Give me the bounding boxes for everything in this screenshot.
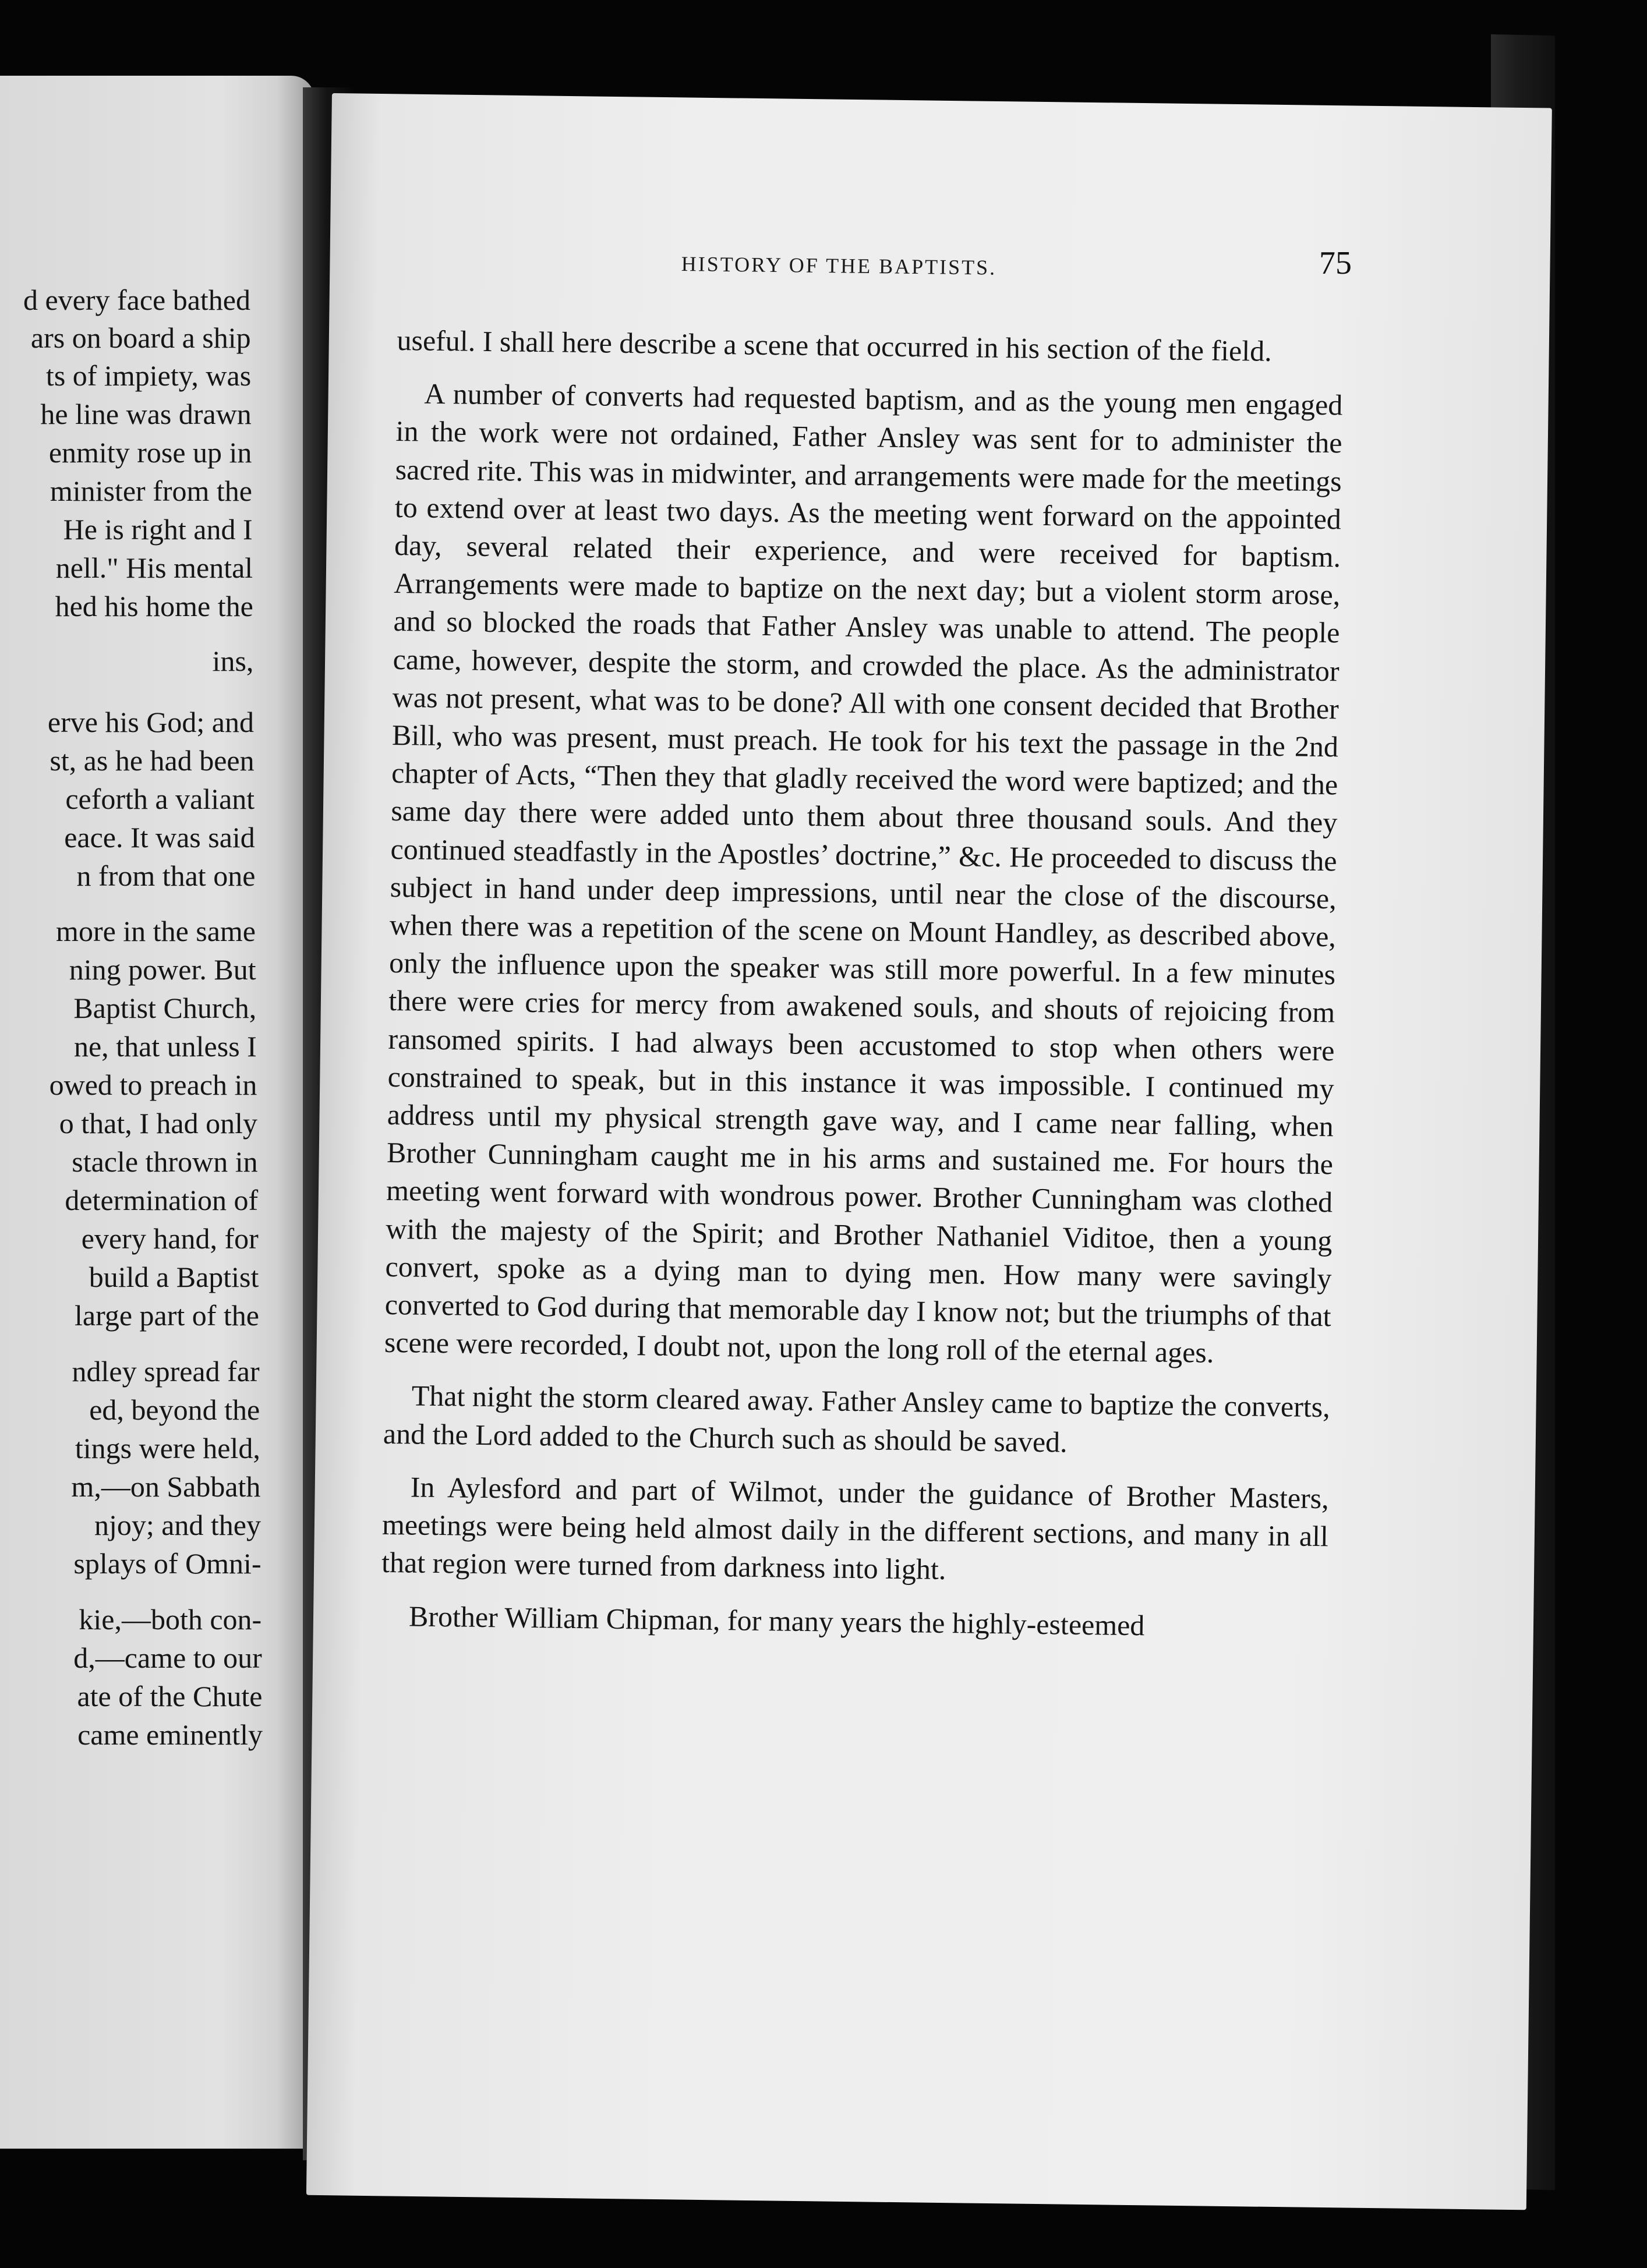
paragraph-4: In Aylesford and part of Wilmot, under the guidance of Brother Masters, meetings were being held almost daily in the different sections, and many in all that region were turned from darkness into light. xyxy=(381,1470,1330,1586)
left-page-line: eace. It was said xyxy=(64,821,255,854)
left-page-line: hed his home the xyxy=(55,590,253,622)
left-page-line: ceforth a valiant xyxy=(65,783,255,815)
running-head: HISTORY OF THE BAPTISTS. xyxy=(681,252,997,279)
left-page-line: ed, beyond the xyxy=(89,1393,260,1426)
left-page-line: stacle thrown in xyxy=(72,1145,258,1178)
page-number: 75 xyxy=(1319,245,1352,281)
left-page-line: st, as he had been xyxy=(50,744,255,777)
left-page-line: every hand, for xyxy=(81,1222,259,1255)
left-page-line: splays of Omni- xyxy=(73,1547,261,1580)
left-page-line: minister from the xyxy=(50,475,252,507)
left-page-line: he line was drawn xyxy=(40,398,252,430)
left-page-line: large part of the xyxy=(75,1299,259,1332)
paragraph-2: A number of converts had requested baptism, and as the young men engaged in the work were not ordained, Father Ansley was sent for to administer the sacred rite. This was in midwinter, and arrangements were made for the meetings to extend over at least two days. As the meeting went forward on the appointed day, several related their experience, and were received for baptism. Arrangements were made to baptize on the next day; but a violent storm arose, and so blocked the roads that Father Ansley was unable to attend. The people came, however, despite the storm, and crowded the place. As the administrator was not present, what was to be done? All with one consent decided that Brother Bill, who was present, must preach. He took for his text the passage in the 2nd chapter of Acts, “Then they that gladly received the word were baptized; and the same day there were added unto them about three thousand souls. And they continued steadfastly in the Apostles’ doctrine,” &c. He proceeded to discuss the subject in hand under deep impressions, until near the close of the discourse, when there was a repetition of the scene on Mount Handley, as described above, only the influence upon the speaker was still more powerful. In a few minutes there were cries for mercy from awakened souls, and shouts of rejoicing from ransomed spirits. I had always been accustomed to stop when others were constrained to speak, but in this instance it was impossible. I continued my address until my physical strength gave way, and I came near falling, when Brother Cunningham caught me in his arms and sustained me. For hours the meeting went forward with wondrous power. Brother Cunningham was clothed with the majesty of the Spirit; and Brother Nathaniel Viditoe, then a young convert, spoke as a dying man to dying men. How many were savingly converted to God during that memorable day I know not; but the triumphs of that scene were recorded, I doubt not, upon the long roll of the eternal ages. xyxy=(384,377,1343,1370)
left-page-line: ne, that unless I xyxy=(73,1030,257,1063)
left-page-line: build a Baptist xyxy=(89,1261,259,1293)
left-page-line: m,—on Sabbath xyxy=(71,1470,261,1503)
left-page-line: owed to preach in xyxy=(49,1068,257,1101)
left-page-line: came eminently xyxy=(77,1718,263,1751)
left-page-line: nell." His mental xyxy=(55,551,253,584)
body-text xyxy=(381,321,1344,1647)
left-page-line: enmity rose up in xyxy=(48,436,252,469)
left-page-line: tings were held, xyxy=(75,1432,260,1464)
left-page-line: ate of the Chute xyxy=(77,1680,263,1713)
left-page-line: more in the same xyxy=(56,915,256,947)
left-page-line: ins, xyxy=(212,645,254,677)
left-page-line: ts of impiety, was xyxy=(45,359,252,392)
paragraph-3: That night the storm cleared away. Father Ansley came to baptize the converts, and the Lord added to the Church such as should be saved. xyxy=(383,1379,1331,1459)
left-page-line: determination of xyxy=(65,1184,259,1216)
left-page-line: He is right and I xyxy=(63,513,253,546)
paragraph-5: Brother William Chipman, for many years the highly-esteemed xyxy=(408,1599,1145,1641)
left-page-line: d every face bathed xyxy=(23,284,250,316)
left-page-line: njoy; and they xyxy=(94,1509,261,1541)
left-page xyxy=(0,76,314,2149)
paragraph-1: useful. I shall here describe a scene that occurred in his section of the field. xyxy=(397,323,1273,367)
left-page-line: Baptist Church, xyxy=(73,992,257,1024)
left-page-line: n from that one xyxy=(76,859,256,892)
left-page-line: erve his God; and xyxy=(47,706,254,738)
left-page-line: ndley spread far xyxy=(72,1355,260,1388)
left-page-line: d,—came to our xyxy=(73,1641,262,1674)
left-page-line: ars on board a ship xyxy=(30,321,251,354)
left-page-line: kie,—both con- xyxy=(79,1603,262,1636)
left-page-line: ning power. But xyxy=(69,953,256,986)
left-page-line: o that, I had only xyxy=(59,1107,257,1140)
